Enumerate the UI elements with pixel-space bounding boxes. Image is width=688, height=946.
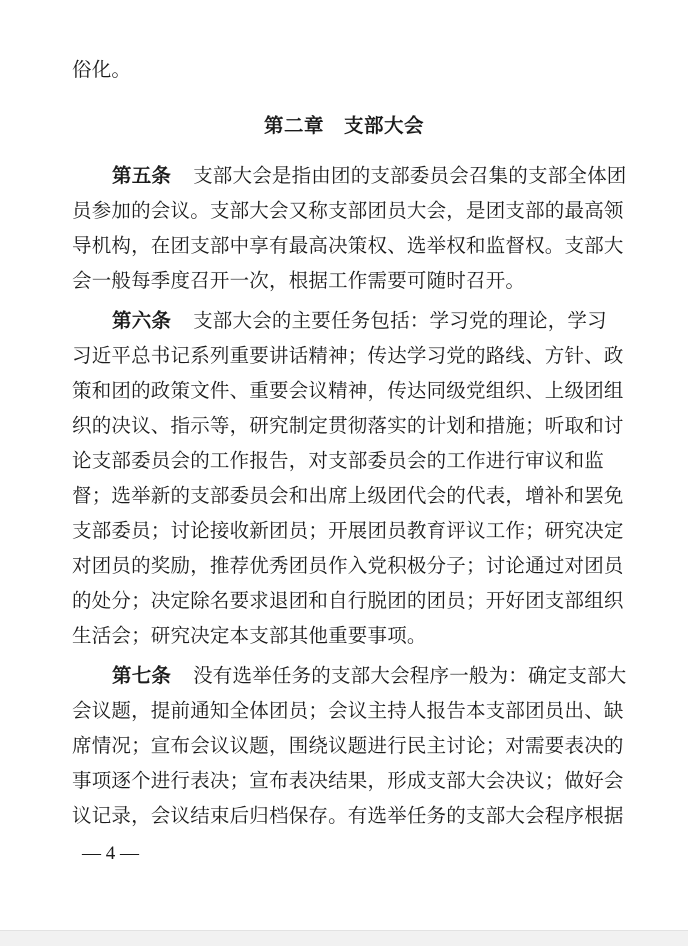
chapter-title: [0, 113, 688, 139]
article-6-line-1: [112, 308, 607, 334]
article-5-text-1: 支部大会是指由团的支部委员会召集的支部全体团: [193, 164, 627, 187]
article-7-line-3: 席情况；宣布会议议题，围绕议题进行民主讨论；对需要表决的: [72, 734, 624, 757]
article-5-label: 第五条: [112, 164, 172, 187]
article-7-line-1: [112, 663, 627, 689]
article-7-line-2: 会议题，提前通知全体团员；会议主持人报告本支部团员出、缺: [72, 699, 624, 722]
article-6-line-5: 论支部委员会的工作报告，对支部委员会的工作进行审议和监: [72, 449, 604, 472]
article-6-line-8: 对团员的奖励，推荐优秀团员作入党积极分子；讨论通过对团员: [72, 554, 624, 577]
article-7-line-4: 事项逐个进行表决；宣布表决结果，形成支部大会决议；做好会: [72, 769, 624, 792]
top-fragment: 俗化。: [72, 58, 132, 81]
article-6-line-3: 策和团的政策文件、重要会议精神，传达同级党组织、上级团组: [72, 379, 624, 402]
viewer-bottom-strip: [0, 930, 688, 946]
article-6-line-6: 督；选举新的支部委员会和出席上级团代会的代表，增补和罢免: [72, 484, 624, 507]
article-5-line-4: 会一般每季度召开一次，根据工作需要可随时召开。: [72, 269, 526, 292]
article-6-text-1: 支部大会的主要任务包括：学习党的理论，学习: [193, 309, 607, 332]
article-6-line-7: 支部委员；讨论接收新团员；开展团员教育评议工作；研究决定: [72, 519, 624, 542]
chapter-number: 第二章: [263, 114, 324, 137]
article-7-label: 第七条: [112, 664, 172, 687]
article-6-line-4: 织的决议、指示等，研究制定贯彻落实的计划和措施；听取和讨: [72, 414, 624, 437]
article-7-line-5: 议记录，会议结束后归档保存。有选举任务的支部大会程序根据: [72, 804, 624, 827]
article-6-line-10: 生活会；研究决定本支部其他重要事项。: [72, 624, 427, 647]
chapter-name: 支部大会: [344, 114, 425, 137]
article-5-line-3: 导机构，在团支部中享有最高决策权、选举权和监督权。支部大: [72, 234, 624, 257]
article-6-label: 第六条: [112, 309, 172, 332]
article-5-line-2: 员参加的会议。支部大会又称支部团员大会，是团支部的最高领: [72, 199, 624, 222]
article-6-line-9: 的处分；决定除名要求退团和自行脱团的团员；开好团支部组织: [72, 589, 624, 612]
article-6-line-2: 习近平总书记系列重要讲话精神；传达学习党的路线、方针、政: [72, 344, 624, 367]
article-5-line-1: [112, 163, 627, 189]
article-7-text-1: 没有选举任务的支部大会程序一般为：确定支部大: [193, 664, 627, 687]
page-number: — 4 —: [82, 843, 139, 864]
